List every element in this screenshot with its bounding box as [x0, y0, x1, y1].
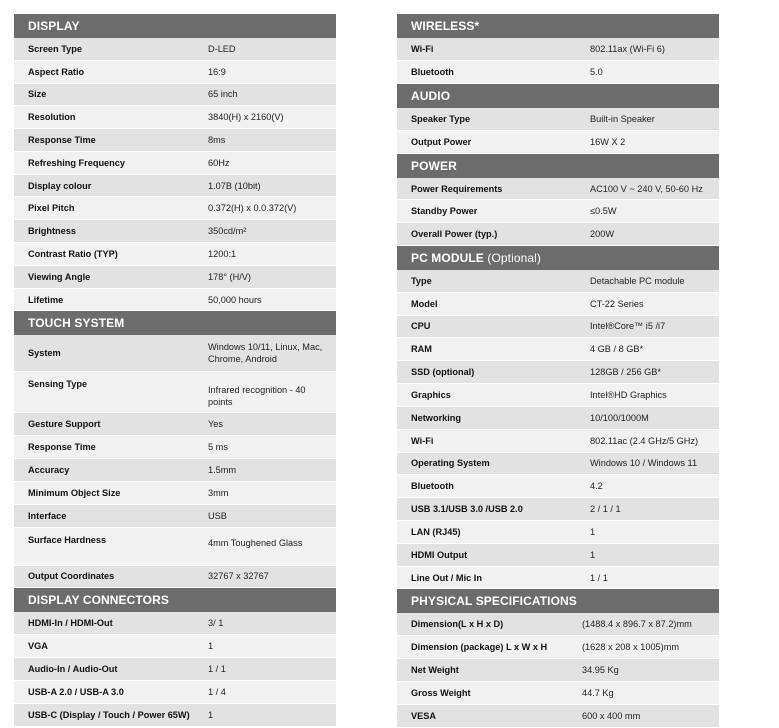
spec-value: 4mm Toughened Glass	[208, 537, 303, 548]
spec-label: Viewing Angle	[28, 271, 91, 282]
spec-label: Line Out / Mic In	[411, 572, 482, 583]
spec-value: 802.11ac (2.4 GHz/5 GHz)	[590, 435, 699, 446]
spec-value: (1628 x 208 x 1005)mm	[582, 642, 680, 653]
spec-value: 1 / 4	[208, 687, 226, 698]
spec-label: Operating System	[411, 458, 490, 469]
spec-label: Bluetooth	[411, 481, 454, 492]
spec-row	[397, 682, 719, 705]
spec-label: Accuracy	[28, 464, 70, 475]
spec-label: Wi-Fi	[411, 43, 434, 54]
spec-row	[14, 106, 336, 129]
spec-row	[14, 61, 336, 84]
spec-label: Bluetooth	[411, 66, 454, 77]
spec-label: System	[28, 348, 61, 359]
spec-value: ≤0.5W	[590, 206, 617, 217]
spec-label: Minimum Object Size	[28, 487, 121, 498]
spec-label: HDMI Output	[411, 549, 468, 560]
spec-value: 8ms	[208, 135, 226, 145]
spec-label: Size	[28, 89, 47, 100]
spec-row	[14, 38, 336, 61]
spec-label: Contrast Ratio (TYP)	[28, 248, 118, 259]
spec-label: Pixel Pitch	[28, 203, 75, 214]
spec-row	[14, 129, 336, 152]
section-header-display-connectors: DISPLAY CONNECTORS	[14, 588, 336, 612]
spec-value: 5.0	[590, 66, 603, 77]
spec-value: Yes	[208, 419, 223, 430]
spec-row	[397, 430, 719, 453]
pc-module-spec-table	[397, 270, 719, 589]
spec-value: 50,000 hours	[208, 294, 262, 305]
spec-row	[397, 475, 719, 498]
wireless-spec-table	[397, 38, 719, 84]
spec-row	[397, 293, 719, 316]
spec-value: 10/100/1000M	[590, 412, 649, 423]
spec-label: Graphics	[411, 390, 451, 401]
spec-value: USB	[208, 510, 227, 521]
touch-spec-table	[14, 335, 336, 588]
pc-module-title: PC MODULE	[411, 251, 484, 266]
spec-value: 34.95 Kg	[582, 665, 619, 676]
spec-row	[14, 289, 336, 312]
section-header-power: POWER	[397, 154, 719, 178]
spec-label: Networking	[411, 412, 462, 423]
spec-row	[397, 453, 719, 476]
spec-row	[397, 407, 719, 430]
spec-value: Intel®HD Graphics	[590, 390, 667, 401]
spec-row	[14, 612, 336, 635]
spec-value: 5 ms	[208, 442, 228, 453]
spec-label: Sensing Type	[28, 379, 88, 390]
section-header-audio: AUDIO	[397, 84, 719, 108]
spec-value: 178° (H/V)	[208, 271, 251, 282]
audio-spec-table	[397, 108, 719, 154]
spec-label: VGA	[28, 641, 48, 652]
spec-row	[397, 361, 719, 384]
spec-value: 1 / 1	[208, 664, 226, 675]
spec-label: USB-C (Display / Touch / Power 65W)	[28, 709, 190, 720]
spec-row	[14, 175, 336, 198]
spec-value: 1.07B (10bit)	[208, 180, 261, 191]
spec-value: 200W	[590, 229, 615, 240]
spec-label: Screen Type	[28, 43, 82, 54]
section-header-display: DISPLAY	[14, 14, 336, 38]
section-header-pc-module	[397, 246, 719, 270]
spec-row	[397, 705, 719, 728]
spec-label: Standby Power	[411, 206, 478, 217]
spec-value: 1200:1	[208, 248, 237, 259]
spec-value: 3/ 1	[208, 618, 224, 629]
spec-value: 3840(H) x 2160(V)	[208, 112, 284, 123]
spec-value: 1 / 1	[590, 572, 608, 583]
spec-row	[397, 61, 719, 84]
connectors-spec-table	[14, 612, 336, 726]
spec-value: (1488.4 x 896.7 x 87.2)mm	[582, 619, 692, 630]
spec-row	[397, 200, 719, 223]
spec-label: Output Coordinates	[28, 571, 115, 582]
spec-row	[397, 270, 719, 293]
spec-label: SSD (optional)	[411, 367, 475, 378]
spec-value: 1.5mm	[208, 464, 237, 475]
spec-row	[14, 152, 336, 175]
spec-row	[14, 566, 336, 589]
spec-value: Built-in Speaker	[590, 113, 655, 124]
spec-value: 65 inch	[208, 89, 238, 100]
spec-value: 2 / 1 / 1	[590, 504, 621, 515]
spec-row	[397, 338, 719, 361]
spec-row	[14, 635, 336, 658]
spec-value: 802.11ax (Wi-Fi 6)	[590, 43, 665, 54]
spec-label: USB 3.1/USB 3.0 /USB 2.0	[411, 504, 523, 515]
spec-label: Net Weight	[411, 665, 459, 676]
spec-label: Lifetime	[28, 294, 64, 305]
spec-label: Display colour	[28, 180, 92, 191]
spec-row	[397, 108, 719, 131]
spec-label: Dimension(L x H x D)	[411, 619, 504, 630]
spec-value: 32767 x 32767	[208, 571, 269, 582]
spec-label: Overall Power (typ.)	[411, 229, 498, 240]
spec-label: Resolution	[28, 112, 76, 123]
power-spec-table	[397, 178, 719, 246]
spec-value: 4.2	[590, 481, 603, 492]
spec-value: 60Hz	[208, 157, 230, 168]
display-spec-table	[14, 38, 336, 311]
spec-label: Brightness	[28, 226, 76, 237]
spec-label: Aspect Ratio	[28, 66, 85, 77]
spec-row	[14, 413, 336, 436]
spec-row	[14, 372, 336, 413]
spec-row	[14, 243, 336, 266]
spec-label: Type	[411, 275, 432, 286]
spec-label: Refreshing Frequency	[28, 157, 126, 168]
section-header-touch-system: TOUCH SYSTEM	[14, 311, 336, 335]
spec-value: 4 GB / 8 GB*	[590, 344, 644, 355]
spec-row	[397, 316, 719, 339]
spec-label: Gesture Support	[28, 419, 101, 430]
spec-label: Output Power	[411, 136, 472, 147]
spec-row	[14, 505, 336, 528]
spec-label: USB-A 2.0 / USB-A 3.0	[28, 687, 124, 698]
spec-value: 1	[590, 549, 596, 560]
spec-value: 600 x 400 mm	[582, 710, 641, 721]
spec-row	[14, 266, 336, 289]
spec-row	[14, 658, 336, 681]
spec-label: Interface	[28, 510, 67, 521]
spec-label: HDMI-In / HDMI-Out	[28, 618, 113, 629]
pc-module-subtitle: (Optional)	[487, 251, 542, 266]
spec-row	[397, 659, 719, 682]
spec-label: LAN (RJ45)	[411, 526, 461, 537]
section-header-wireless: WIRELESS*	[397, 14, 719, 38]
spec-label: Speaker Type	[411, 113, 471, 124]
spec-row	[397, 636, 719, 659]
left-spec-column	[14, 14, 336, 727]
spec-row	[14, 704, 336, 727]
spec-row	[14, 681, 336, 704]
spec-value: 16:9	[208, 66, 226, 77]
spec-label: Power Requirements	[411, 183, 503, 194]
spec-label: RAM	[411, 344, 432, 355]
spec-row	[397, 567, 719, 590]
physical-spec-table	[397, 613, 719, 727]
spec-value: D-LED	[208, 43, 236, 54]
spec-value: AC100 V ~ 240 V, 50-60 Hz	[590, 183, 703, 194]
spec-label: Wi-Fi	[411, 435, 434, 446]
spec-row	[397, 613, 719, 636]
spec-label: VESA	[411, 710, 437, 721]
spec-row	[14, 84, 336, 107]
spec-label: Audio-In / Audio-Out	[28, 664, 118, 675]
spec-value: 3mm	[208, 487, 229, 498]
spec-value: Detachable PC module	[590, 275, 685, 286]
spec-label: Model	[411, 298, 438, 309]
spec-label: Response Time	[28, 135, 96, 145]
spec-value: 128GB / 256 GB*	[590, 367, 661, 378]
spec-value: 0.372(H) x 0.0.372(V)	[208, 203, 297, 214]
spec-value: Infrared recognition - 40 points	[208, 385, 306, 408]
spec-label: Response Time	[28, 442, 96, 453]
spec-value: 1	[590, 526, 596, 537]
spec-row	[397, 544, 719, 567]
spec-value: 1	[208, 641, 214, 652]
spec-value: 44.7 Kg	[582, 687, 614, 698]
spec-row	[14, 220, 336, 243]
spec-row	[397, 178, 719, 201]
spec-row	[14, 197, 336, 220]
section-header-physical-specifications: PHYSICAL SPECIFICATIONS	[397, 589, 719, 613]
spec-label: Dimension (package) L x W x H	[411, 642, 548, 653]
spec-row	[397, 223, 719, 246]
spec-value: 16W X 2	[590, 136, 626, 147]
spec-row	[14, 482, 336, 505]
spec-label: CPU	[411, 321, 431, 332]
spec-value: Windows 10/11, Linux, Mac, Chrome, Android	[208, 342, 323, 365]
spec-row	[14, 528, 336, 566]
spec-label: Gross Weight	[411, 687, 471, 698]
spec-label: Surface Hardness	[28, 534, 107, 545]
spec-row	[397, 384, 719, 407]
spec-row	[14, 459, 336, 482]
right-spec-column	[397, 14, 719, 728]
spec-row	[14, 335, 336, 372]
spec-row	[14, 436, 336, 459]
spec-value: CT-22 Series	[590, 298, 644, 309]
spec-row	[397, 131, 719, 154]
spec-value: 1	[208, 709, 214, 720]
spec-value: 350cd/m²	[208, 226, 247, 237]
spec-value: Intel®Core™ i5 /i7	[590, 321, 666, 332]
spec-row	[397, 38, 719, 61]
spec-row	[397, 521, 719, 544]
spec-row	[397, 498, 719, 521]
spec-value: Windows 10 / Windows 11	[590, 458, 698, 469]
